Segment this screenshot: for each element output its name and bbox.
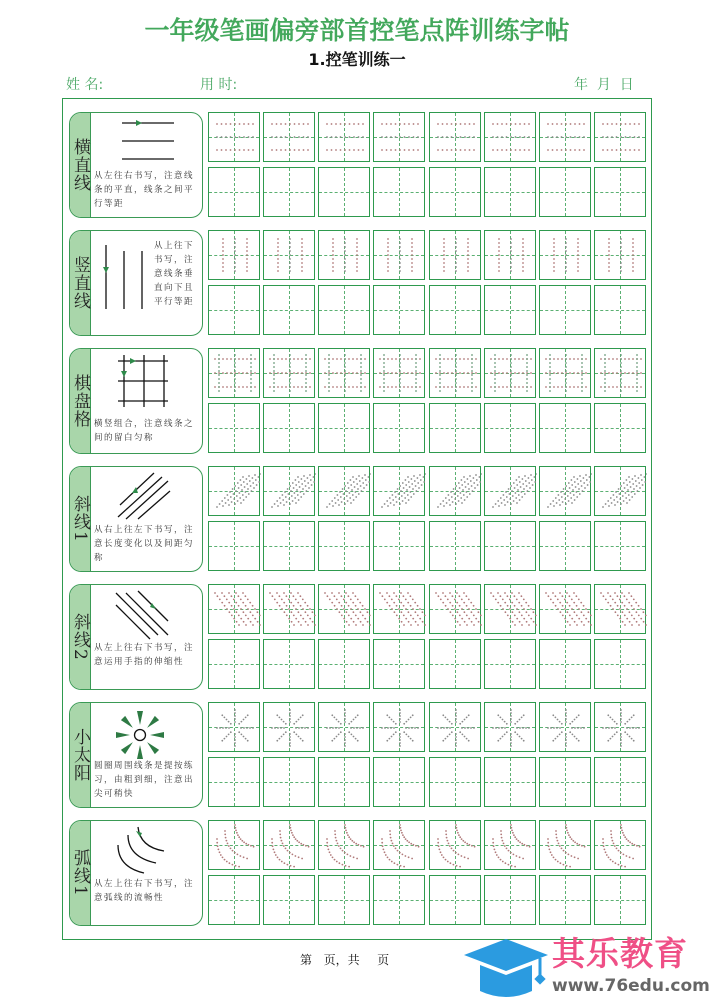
tracing-cell[interactable] (484, 820, 536, 870)
tracing-cell[interactable] (263, 702, 315, 752)
stroke-label-strip (70, 349, 91, 453)
tracing-cell[interactable] (429, 112, 481, 162)
stroke-guide-panel (69, 230, 203, 336)
practice-cell[interactable] (263, 521, 315, 571)
tracing-cell[interactable] (539, 820, 591, 870)
stroke-guide-panel (69, 112, 203, 218)
practice-cell[interactable] (539, 285, 591, 335)
tracing-cell[interactable] (594, 466, 646, 516)
diag-up-stroke-illustration-icon (112, 471, 172, 525)
tracing-cell[interactable] (208, 820, 260, 870)
tracing-cell[interactable] (373, 584, 425, 634)
tracing-cell[interactable] (429, 348, 481, 398)
date-field-label: 年 月 日 (574, 77, 634, 93)
practice-cell[interactable] (318, 167, 370, 217)
tracing-cell[interactable] (429, 702, 481, 752)
stroke-label: 小太阳 (70, 728, 90, 782)
tracing-cell[interactable] (318, 584, 370, 634)
tracing-cell[interactable] (263, 348, 315, 398)
tracing-cell[interactable] (318, 230, 370, 280)
tracing-cell[interactable] (373, 820, 425, 870)
name-field-label: 姓 名: (66, 77, 104, 93)
tracing-cell[interactable] (539, 466, 591, 516)
tracing-cell[interactable] (263, 466, 315, 516)
practice-cell[interactable] (484, 521, 536, 571)
stroke-instruction: 从左上往右下书写，注意弧线的流畅性 (94, 879, 195, 903)
tracing-cell[interactable] (484, 584, 536, 634)
practice-cell[interactable] (429, 521, 481, 571)
practice-cell[interactable] (539, 167, 591, 217)
practice-cell[interactable] (539, 757, 591, 807)
tracing-cell[interactable] (429, 466, 481, 516)
practice-cell[interactable] (208, 757, 260, 807)
tracing-cell[interactable] (318, 820, 370, 870)
practice-cell[interactable] (263, 757, 315, 807)
stroke-instruction: 从左上往右下书写，注意运用手指的伸缩性 (94, 643, 195, 667)
tracing-cell[interactable] (208, 702, 260, 752)
stroke-instruction: 从左往右书写，注意线条的平直，线条之间平行等距 (94, 171, 195, 209)
practice-cell[interactable] (263, 285, 315, 335)
stroke-label-strip (70, 113, 91, 217)
horizontal-stroke-illustration-icon (112, 117, 182, 171)
practice-cell[interactable] (429, 757, 481, 807)
tracing-cell[interactable] (539, 112, 591, 162)
practice-cell[interactable] (429, 403, 481, 453)
tracing-cell[interactable] (373, 348, 425, 398)
page-subtitle: 1.控笔训练一 (308, 50, 406, 69)
stroke-guide-panel (69, 466, 203, 572)
diag-down-stroke-illustration-icon (112, 589, 172, 645)
tracing-cell[interactable] (429, 820, 481, 870)
practice-cell[interactable] (484, 285, 536, 335)
page-number: 第 页，共 页 (300, 953, 390, 967)
stroke-label: 斜线2 (70, 613, 90, 661)
stroke-label-strip (70, 821, 91, 925)
tracing-cell[interactable] (208, 230, 260, 280)
practice-cell[interactable] (208, 875, 260, 925)
tracing-cell[interactable] (539, 230, 591, 280)
stroke-instruction: 从右上往左下书写，注意长度变化以及间距匀称 (94, 525, 195, 563)
stroke-label: 斜线1 (70, 495, 90, 543)
practice-cell[interactable] (594, 639, 646, 689)
tracing-cell[interactable] (263, 112, 315, 162)
practice-cell[interactable] (484, 757, 536, 807)
tracing-cell[interactable] (373, 702, 425, 752)
practice-cell[interactable] (318, 521, 370, 571)
practice-cell[interactable] (373, 285, 425, 335)
tracing-cell[interactable] (539, 348, 591, 398)
practice-cell[interactable] (484, 403, 536, 453)
tracing-cell[interactable] (318, 466, 370, 516)
vertical-stroke-illustration-icon (98, 239, 148, 313)
practice-cell[interactable] (539, 875, 591, 925)
tracing-cell[interactable] (208, 112, 260, 162)
sun-stroke-illustration-icon (112, 707, 168, 767)
practice-cell[interactable] (539, 639, 591, 689)
tracing-cell[interactable] (539, 702, 591, 752)
tracing-cell[interactable] (594, 820, 646, 870)
tracing-cell[interactable] (263, 820, 315, 870)
page-title: 一年级笔画偏旁部首控笔点阵训练字帖 (144, 16, 570, 45)
tracing-cell[interactable] (594, 584, 646, 634)
tracing-cell[interactable] (263, 584, 315, 634)
tracing-cell[interactable] (429, 230, 481, 280)
practice-cell[interactable] (208, 639, 260, 689)
tracing-cell[interactable] (539, 584, 591, 634)
stroke-label-strip (70, 231, 91, 335)
graduation-cap-icon (460, 935, 552, 999)
practice-cell[interactable] (484, 875, 536, 925)
practice-cell[interactable] (318, 403, 370, 453)
tracing-cell[interactable] (429, 584, 481, 634)
stroke-label: 横直线 (70, 138, 90, 192)
grid-stroke-illustration-icon (112, 353, 172, 412)
tracing-cell[interactable] (484, 702, 536, 752)
tracing-cell[interactable] (484, 348, 536, 398)
tracing-cell[interactable] (484, 112, 536, 162)
tracing-cell[interactable] (594, 230, 646, 280)
tracing-cell[interactable] (484, 466, 536, 516)
stroke-label: 竖直线 (70, 256, 90, 310)
stroke-guide-panel (69, 584, 203, 690)
practice-cell[interactable] (429, 875, 481, 925)
stroke-label-strip (70, 703, 91, 807)
practice-cell[interactable] (594, 403, 646, 453)
stroke-label-strip (70, 467, 91, 571)
practice-cell[interactable] (318, 285, 370, 335)
brand-logo-text: 其乐教育 (552, 934, 688, 973)
practice-cell[interactable] (318, 875, 370, 925)
stroke-instruction: 横竖组合，注意线条之间的留白匀称 (94, 419, 195, 443)
practice-cell[interactable] (373, 757, 425, 807)
tracing-cell[interactable] (318, 702, 370, 752)
tracing-cell[interactable] (208, 584, 260, 634)
practice-cell[interactable] (484, 167, 536, 217)
tracing-cell[interactable] (373, 230, 425, 280)
practice-cell[interactable] (539, 521, 591, 571)
practice-cell[interactable] (263, 167, 315, 217)
practice-cell[interactable] (373, 403, 425, 453)
practice-cell[interactable] (208, 521, 260, 571)
tracing-cell[interactable] (318, 348, 370, 398)
tracing-cell[interactable] (373, 466, 425, 516)
practice-cell[interactable] (208, 285, 260, 335)
tracing-cell[interactable] (208, 348, 260, 398)
practice-cell[interactable] (318, 757, 370, 807)
tracing-cell[interactable] (263, 230, 315, 280)
tracing-cell[interactable] (208, 466, 260, 516)
stroke-label: 棋盘格 (70, 374, 90, 428)
tracing-cell[interactable] (594, 348, 646, 398)
practice-cell[interactable] (594, 757, 646, 807)
tracing-cell[interactable] (373, 112, 425, 162)
practice-cell[interactable] (318, 639, 370, 689)
tracing-cell[interactable] (318, 112, 370, 162)
practice-cell[interactable] (594, 521, 646, 571)
tracing-cell[interactable] (594, 112, 646, 162)
practice-cell[interactable] (373, 167, 425, 217)
stroke-label: 弧线1 (70, 849, 90, 897)
practice-cell[interactable] (484, 639, 536, 689)
tracing-cell[interactable] (484, 230, 536, 280)
brand-url: www.76edu.com (552, 976, 710, 996)
stroke-instruction: 圆圈周围线条是提按练习，由粗到细，注意出尖可稍快 (94, 761, 195, 799)
practice-cell[interactable] (208, 403, 260, 453)
practice-cell[interactable] (594, 167, 646, 217)
practice-cell[interactable] (594, 285, 646, 335)
practice-cell[interactable] (373, 639, 425, 689)
practice-cell[interactable] (539, 403, 591, 453)
practice-cell[interactable] (373, 875, 425, 925)
practice-cell[interactable] (373, 521, 425, 571)
arc-stroke-illustration-icon (112, 825, 172, 879)
stroke-guide-panel (69, 348, 203, 454)
practice-cell[interactable] (594, 875, 646, 925)
time-field-label: 用 时: (200, 77, 238, 93)
practice-cell[interactable] (429, 285, 481, 335)
practice-cell[interactable] (263, 403, 315, 453)
practice-cell[interactable] (263, 639, 315, 689)
practice-cell[interactable] (263, 875, 315, 925)
stroke-label-strip (70, 585, 91, 689)
practice-cell[interactable] (429, 639, 481, 689)
stroke-instruction: 从上往下书写，注意线条垂直向下且平行等距 (154, 241, 195, 307)
practice-cell[interactable] (208, 167, 260, 217)
tracing-cell[interactable] (594, 702, 646, 752)
practice-cell[interactable] (429, 167, 481, 217)
stroke-guide-panel (69, 820, 203, 926)
stroke-guide-panel (69, 702, 203, 808)
